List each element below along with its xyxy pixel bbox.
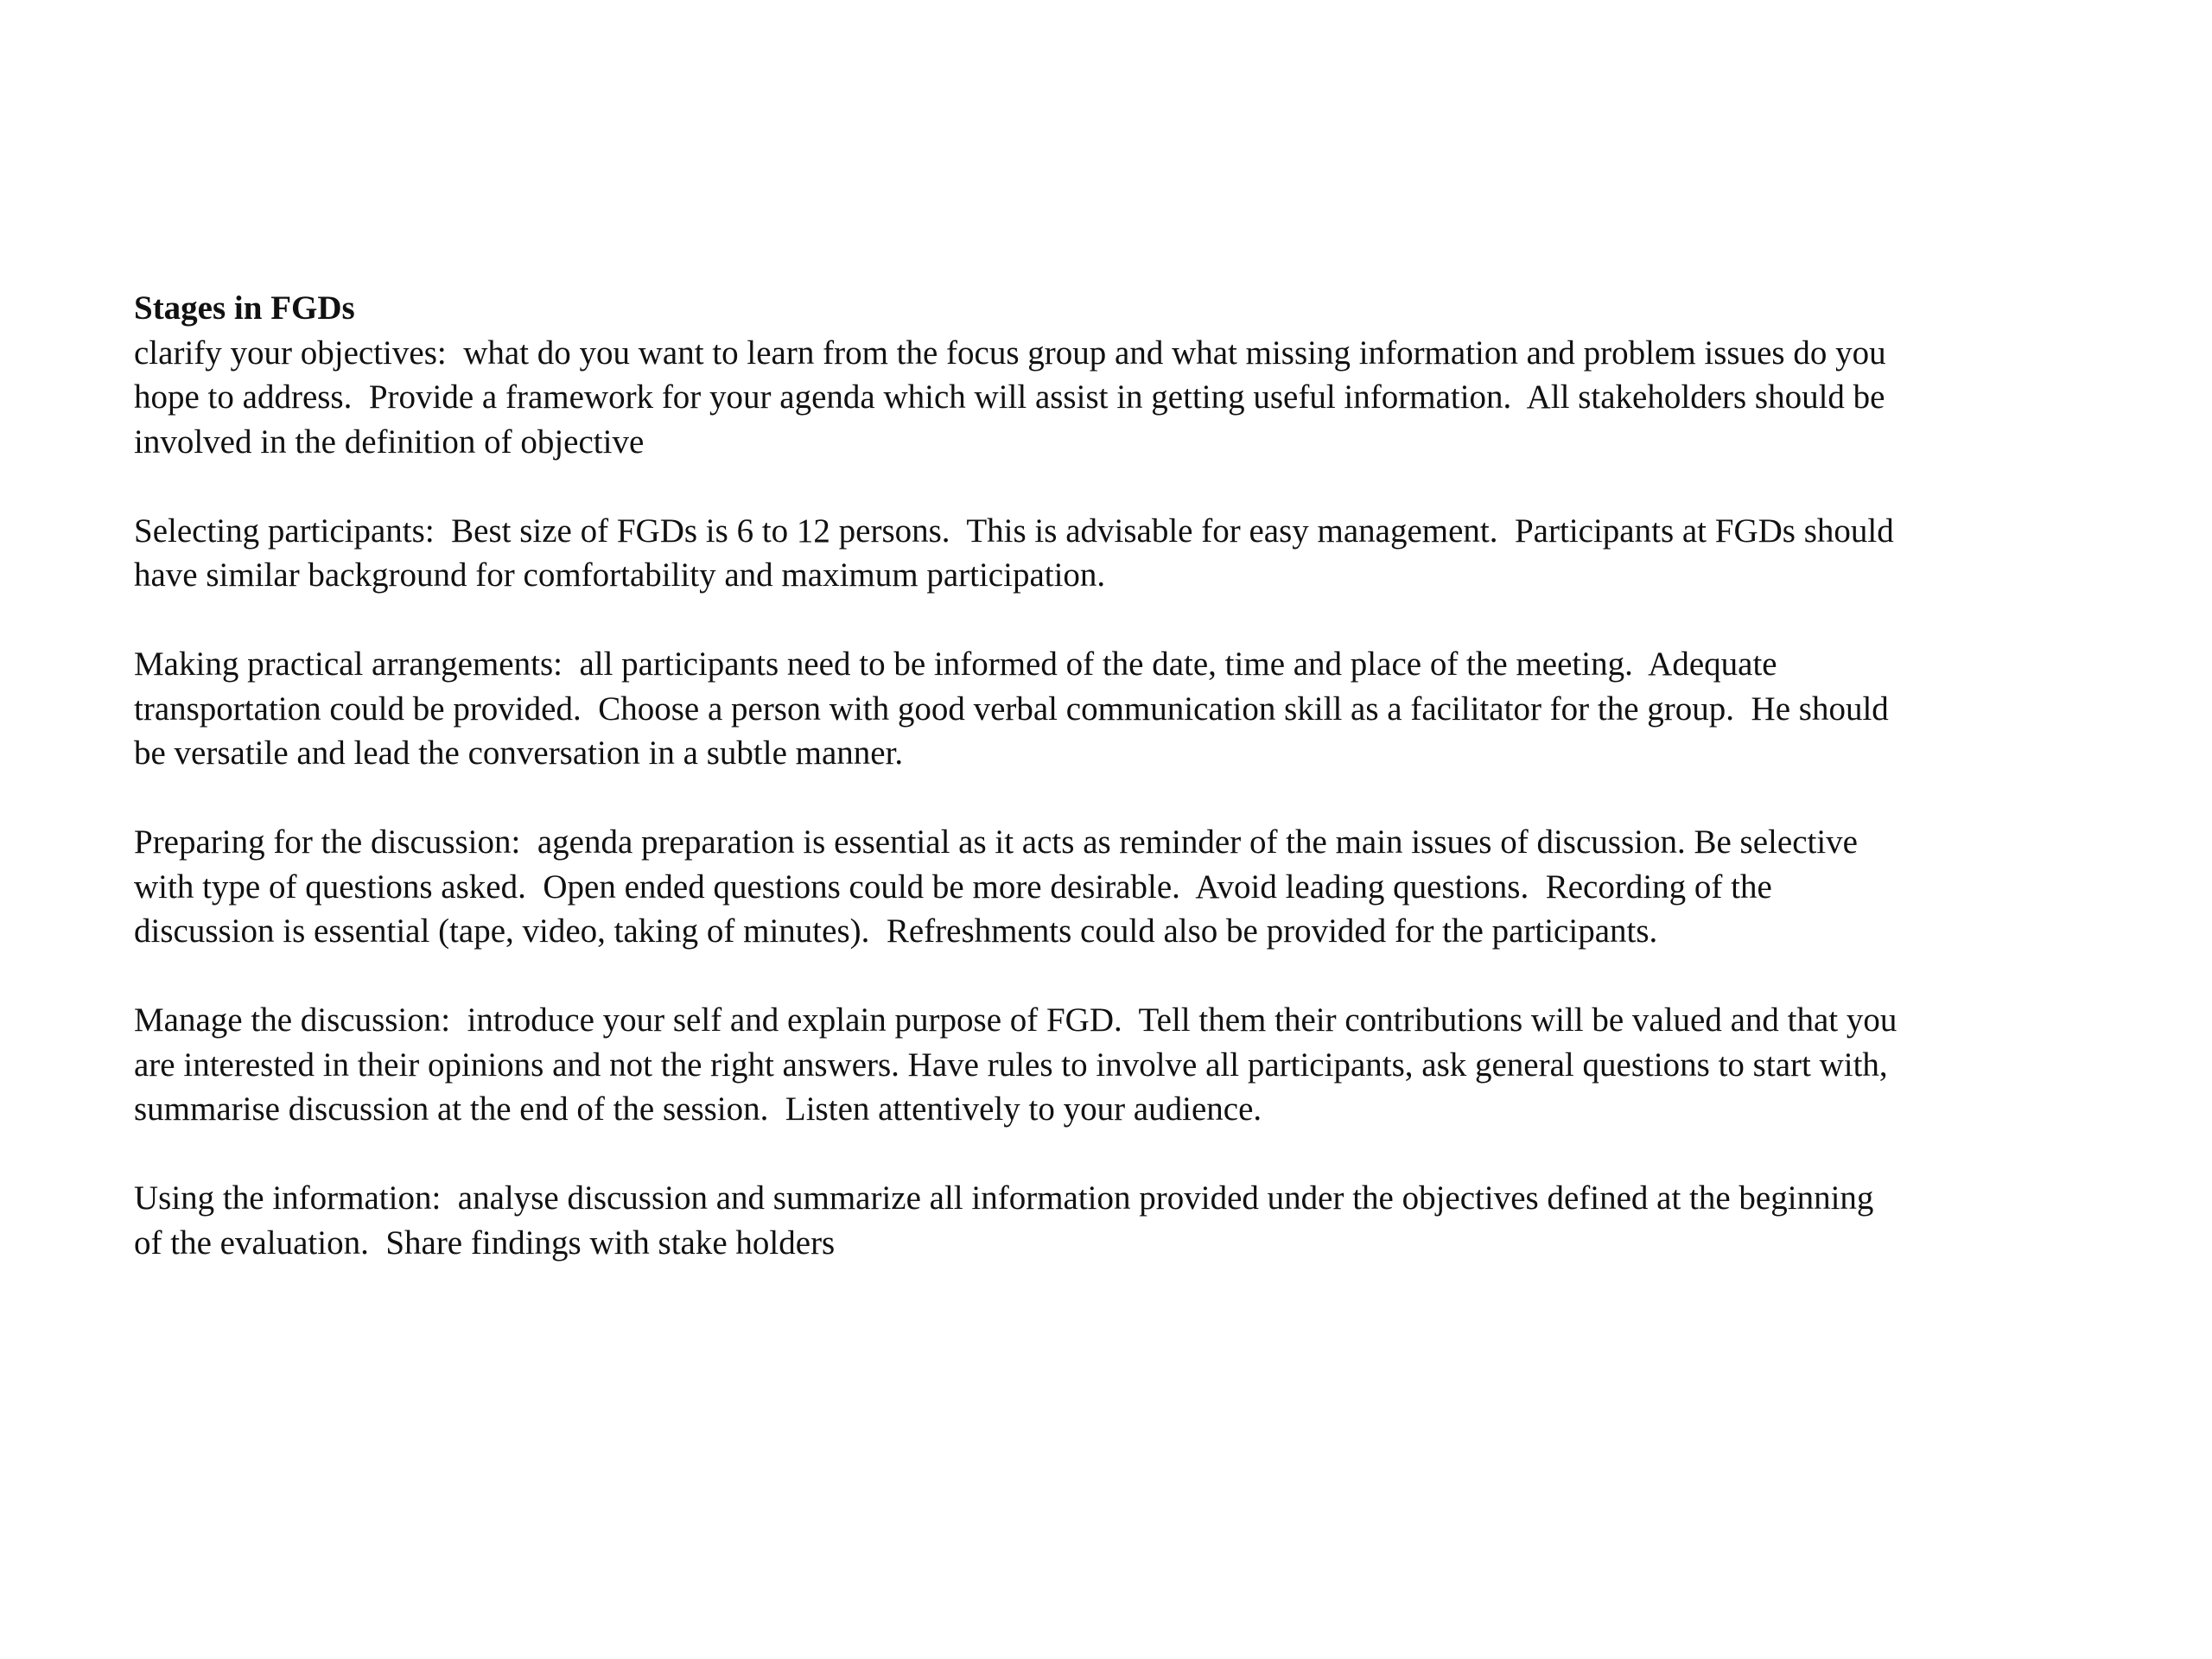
paragraph-line: of the evaluation. Share findings with stake holders bbox=[134, 1224, 836, 1262]
paragraph-preparing-discussion bbox=[134, 820, 2121, 954]
paragraph-line: with type of questions asked. Open ended questions could be more desirable. Avoid leading questions. Recording of the bbox=[134, 868, 1772, 906]
paragraph-line: hope to address. Provide a framework for your agenda which will assist in getting useful information. All stakeholders should be bbox=[134, 378, 1885, 416]
paragraph-line: are interested in their opinions and not the right answers. Have rules to involve all participants, ask general questions to start with, bbox=[134, 1046, 1888, 1084]
paragraph-line: Preparing for the discussion: agenda preparation is essential as it acts as reminder of the main issues of discussion. Be selective bbox=[134, 823, 1858, 861]
paragraph-line: discussion is essential (tape, video, taking of minutes). Refreshments could also be provided for the participants. bbox=[134, 912, 1658, 950]
paragraph-line: Manage the discussion: introduce your self and explain purpose of FGD. Tell them their contributions will be valued and that you bbox=[134, 1001, 1897, 1039]
paragraph-line: be versatile and lead the conversation in a subtle manner. bbox=[134, 734, 904, 772]
paragraph-line: Selecting participants: Best size of FGDs is 6 to 12 persons. This is advisable for easy management. Participants at FGDs should bbox=[134, 512, 1894, 550]
paragraph-line: clarify your objectives: what do you want to learn from the focus group and what missing information and problem issues do you bbox=[134, 334, 1886, 372]
paragraph-using-information bbox=[134, 1176, 2121, 1265]
paragraph-line: have similar background for comfortability and maximum participation. bbox=[134, 556, 1106, 594]
document-body bbox=[134, 286, 2121, 1265]
paragraph-practical-arrangements bbox=[134, 642, 2121, 776]
paragraph-selecting-participants bbox=[134, 509, 2121, 598]
paragraph-manage-discussion bbox=[134, 998, 2121, 1132]
paragraph-line: involved in the definition of objective bbox=[134, 423, 645, 461]
paragraph-clarify-objectives bbox=[134, 331, 2121, 465]
paragraph-line: Making practical arrangements: all participants need to be informed of the date, time and place of the meeting. Adequate bbox=[134, 645, 1777, 683]
paragraph-line: Using the information: analyse discussion and summarize all information provided under the objectives defined at the beginning bbox=[134, 1179, 1874, 1217]
document-title: Stages in FGDs bbox=[134, 289, 355, 327]
paragraph-line: transportation could be provided. Choose a person with good verbal communication skill as a facilitator for the group. He should bbox=[134, 690, 1889, 728]
paragraph-line: summarise discussion at the end of the session. Listen attentively to your audience. bbox=[134, 1090, 1262, 1128]
